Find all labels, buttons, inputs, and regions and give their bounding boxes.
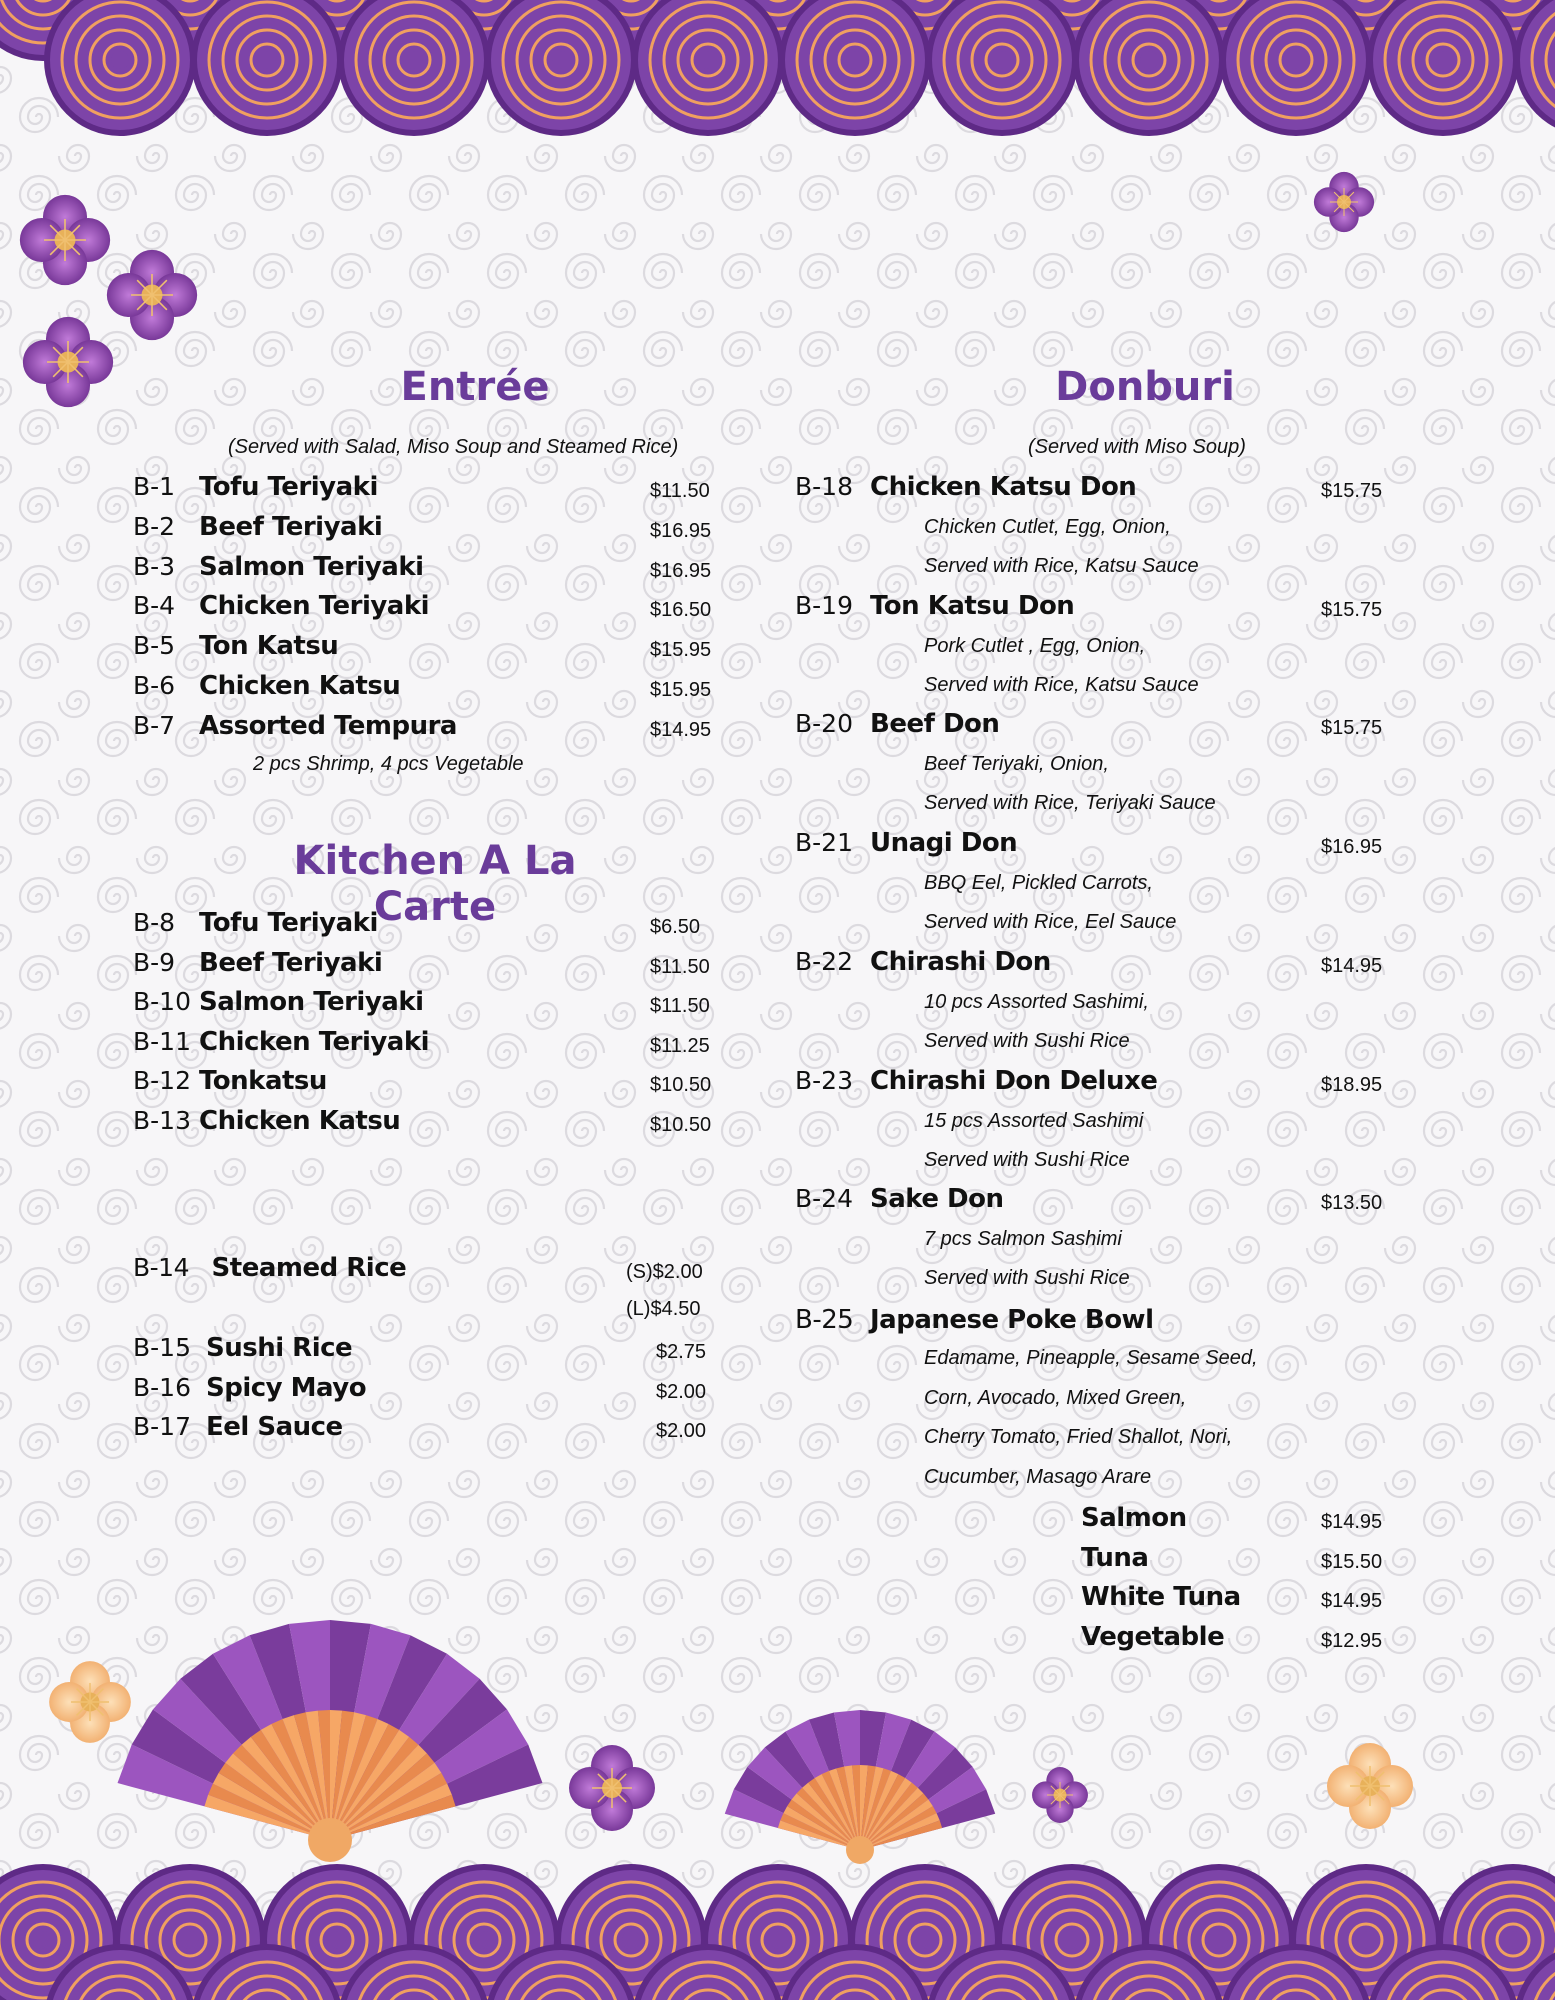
- item-code: B-2: [133, 511, 176, 541]
- item-code: B-7: [133, 710, 176, 740]
- item-name: Eel Sauce: [206, 1412, 343, 1442]
- item-desc: Served with Rice, Eel Sauce: [924, 911, 1177, 934]
- item-code: B-3: [133, 551, 176, 581]
- item-desc: Served with Rice, Katsu Sauce: [924, 555, 1199, 577]
- item-desc: Corn, Avocado, Mixed Green,: [924, 1386, 1187, 1409]
- item-price: $15.75: [1321, 480, 1383, 502]
- item-desc: 7 pcs Salmon Sashimi: [924, 1228, 1122, 1251]
- item-name: Tofu Teriyaki: [199, 908, 378, 938]
- item-name: Chicken Teriyaki: [199, 1026, 430, 1057]
- item-price: $15.75: [1321, 717, 1383, 740]
- item-name: Beef Don: [870, 709, 1000, 740]
- item-desc: Served with Sushi Rice: [924, 1148, 1130, 1171]
- item-name: Assorted Tempura: [199, 710, 457, 741]
- item-price: $16.95: [1321, 836, 1383, 859]
- item-name: Chicken Katsu: [199, 1106, 401, 1136]
- item-name: Japanese Poke Bowl: [870, 1305, 1154, 1335]
- item-code: B-14: [133, 1253, 189, 1282]
- fan-left-icon: [117, 1620, 542, 1862]
- item-code: B-21: [795, 828, 853, 858]
- item-price: $15.75: [1321, 598, 1383, 621]
- item-price: $11.50: [650, 480, 710, 502]
- item-name: Chicken Katsu: [199, 671, 401, 701]
- item-name: Salmon Teriyaki: [199, 551, 424, 582]
- item-name: Sushi Rice: [206, 1333, 353, 1363]
- item-name: Salmon Teriyaki: [199, 987, 424, 1018]
- item-price: $15.95: [650, 639, 712, 662]
- item-price: $11.50: [650, 955, 710, 978]
- item-price: $6.50: [650, 916, 701, 938]
- item-name: Chicken Teriyaki: [199, 591, 430, 622]
- poke-option-name: White Tuna: [1081, 1582, 1241, 1612]
- item-name: Ton Katsu: [199, 631, 339, 662]
- poke-option-name: Tuna: [1081, 1542, 1149, 1573]
- item-price: $10.50: [650, 1074, 712, 1097]
- item-price-small: (S)$2.00: [626, 1261, 703, 1283]
- item-price: $11.50: [650, 995, 710, 1018]
- item-code: B-9: [133, 947, 176, 977]
- menu-item: [795, 1305, 853, 1335]
- poke-option-price: $12.95: [1321, 1629, 1383, 1652]
- item-code: B-16: [133, 1372, 191, 1402]
- item-desc: Edamame, Pineapple, Sesame Seed,: [924, 1347, 1258, 1369]
- item-name: Spicy Mayo: [206, 1372, 367, 1403]
- item-name: Tofu Teriyaki: [199, 472, 378, 502]
- item-code: B-1: [133, 472, 176, 501]
- kitchen-title: Kitchen A La Carte: [293, 838, 577, 930]
- item-price: $2.75: [656, 1341, 707, 1363]
- item-desc: Served with Rice, Teriyaki Sauce: [924, 792, 1216, 815]
- item-price: $2.00: [656, 1380, 707, 1403]
- fan-right-icon: [725, 1710, 995, 1864]
- item-price: $16.50: [650, 599, 712, 622]
- entree-title: Entrée: [400, 364, 550, 410]
- item-desc: Cherry Tomato, Fried Shallot, Nori,: [924, 1426, 1233, 1448]
- item-code: B-8: [133, 908, 176, 937]
- item-price: $18.95: [1321, 1073, 1383, 1096]
- item-name: Beef Teriyaki: [199, 947, 383, 978]
- item-code: B-10: [133, 987, 191, 1017]
- item-desc: Chicken Cutlet, Egg, Onion,: [924, 516, 1171, 538]
- item-name: Beef Teriyaki: [199, 511, 383, 542]
- item-desc: Cucumber, Masago Arare: [924, 1465, 1152, 1488]
- item-name: Unagi Don: [870, 828, 1018, 859]
- item-desc: Served with Rice, Katsu Sauce: [924, 673, 1199, 696]
- item-name: Sake Don: [870, 1184, 1004, 1215]
- donburi-note: (Served with Miso Soup): [1028, 436, 1246, 458]
- tempura-desc: 2 pcs Shrimp, 4 pcs Vegetable: [253, 753, 524, 775]
- item-desc: Served with Sushi Rice: [924, 1267, 1130, 1290]
- poke-option-name: Vegetable: [1081, 1621, 1225, 1652]
- item-code: B-11: [133, 1026, 191, 1056]
- item-desc: Served with Sushi Rice: [924, 1029, 1130, 1052]
- item-code: B-24: [795, 1184, 853, 1214]
- item-name: Ton Katsu Don: [870, 590, 1075, 621]
- item-price: $11.25: [650, 1034, 710, 1057]
- item-code: B-23: [795, 1065, 853, 1095]
- item-code: B-15: [133, 1333, 191, 1362]
- poke-option-name: Salmon: [1081, 1503, 1187, 1533]
- item-desc: BBQ Eel, Pickled Carrots,: [924, 872, 1153, 895]
- item-price: $13.50: [1321, 1192, 1383, 1215]
- item-code: B-25: [795, 1305, 854, 1335]
- item-price: $14.95: [1321, 954, 1383, 977]
- item-desc: Pork Cutlet , Egg, Onion,: [924, 634, 1146, 657]
- item-code: B-22: [795, 946, 853, 976]
- item-name: Tonkatsu: [199, 1066, 327, 1097]
- item-desc: 15 pcs Assorted Sashimi: [924, 1109, 1144, 1132]
- item-code: B-17: [133, 1412, 191, 1441]
- donburi-title: Donburi: [1055, 364, 1235, 410]
- item-name: Chicken Katsu Don: [870, 472, 1137, 502]
- item-price: $16.95: [650, 559, 712, 582]
- item-code: B-13: [133, 1106, 191, 1135]
- poke-option-price: $14.95: [1321, 1511, 1383, 1533]
- item-code: B-6: [133, 671, 176, 700]
- item-price-large: (L)$4.50: [626, 1298, 701, 1320]
- item-desc: Beef Teriyaki, Onion,: [924, 753, 1109, 776]
- poke-option-price: $14.95: [1321, 1590, 1383, 1612]
- item-code: B-4: [133, 591, 176, 621]
- item-name: Steamed Rice: [211, 1253, 407, 1283]
- item-code: B-5: [133, 631, 176, 661]
- item-code: B-19: [795, 590, 853, 620]
- item-price: $2.00: [656, 1420, 707, 1442]
- item-price: $15.95: [650, 679, 712, 701]
- item-price: $16.95: [650, 519, 712, 542]
- menu-item: [133, 1253, 406, 1283]
- item-name: Chirashi Don Deluxe: [870, 1065, 1158, 1096]
- poke-option-price: $15.50: [1321, 1550, 1383, 1573]
- item-desc: 10 pcs Assorted Sashimi,: [924, 990, 1149, 1013]
- item-code: B-12: [133, 1066, 191, 1096]
- entree-note: (Served with Salad, Miso Soup and Steamed Rice): [228, 436, 679, 458]
- item-name: Chirashi Don: [870, 946, 1051, 977]
- item-price: $14.95: [650, 718, 712, 741]
- item-code: B-18: [795, 472, 853, 501]
- item-price: $10.50: [650, 1114, 712, 1136]
- item-code: B-20: [795, 709, 853, 739]
